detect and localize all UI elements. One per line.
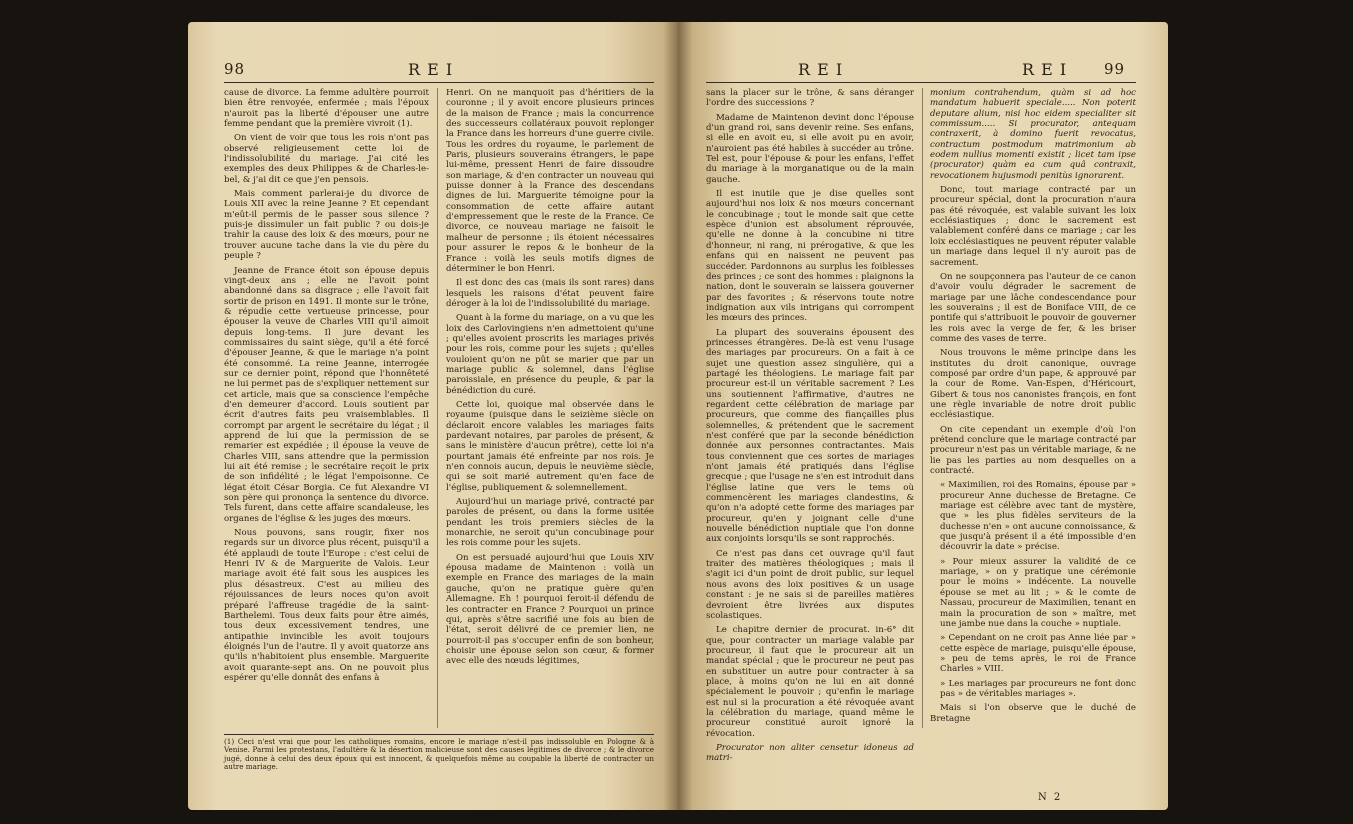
paragraph: La plupart des souverains épousent des princesses étrangères. De-là est venu l'usage des mariages par procureurs. On a fait à ce sujet une question assez singulière, qui a partagé les théologiens. Le mariage fait par procureur est-il un véritable sacrement ? Les uns soutiennent l'affirmative, d'autres ne regardent cette célébration de mariage par procureurs, que comme des fiançailles plus solemnelles, & prétendent que le sacrement n'est conféré que par la seconde bénédiction donnée aux personnes contractantes. Mais tous conviennent que ces sortes de mariages n'ont jamais été pratiqués dans l'église grecque ; que l'usage ne s'en est introduit dans l'église latine que vers le tems où commencèrent les mariages clandestins, & qu'on n'a adopté cette forme des mariages par procureur, qu'en y joignant celle d'une nouvelle bénédiction nuptiale que l'on donne aux conjoints lorsqu'ils se sont rapprochés. xyxy=(706,327,914,545)
header-rule-left xyxy=(224,82,654,83)
paragraph: On vient de voir que tous les rois n'ont pas observé religieusement cette loi de l'indissolubilité du mariage. J'ai cité les exemples des deux Philippes & de Charles-le-bel, & j'ai dit ce que j'en pensois. xyxy=(224,133,429,185)
paragraph: Nous pouvons, sans rougir, fixer nos regards sur un divorce plus récent, puisqu'il a été applaudi de toute l'Europe : c'est celui de Henri IV & de Marguerite de Valois. Leur mariage avoit été fait sous les auspices les plus désastreux. C'est au milieu des réjouissances de leurs noces qu'on avoit préparé l'affreuse tragédie de la saint-Barthelemi. Tous deux faits pour être aimés, tous deux excessivement tendres, une antipathie invincible les avoit toujours éloignés l'un de l'autre. Il y avoit quatorze ans qu'ils n'habitoient plus ensemble. Marguerite avoit quarante-sept ans. On ne pouvoit plus espérer qu'elle donnât des enfans à xyxy=(224,528,429,683)
paragraph: Il est donc des cas (mais ils sont rares) dans lesquels les raisons d'état peuvent faire déroger à la loi de l'indissolubilité du mariage. xyxy=(446,278,654,309)
paragraph: Mais comment parlerai-je du divorce de Louis XII avec la reine Jeanne ? Et cependant m'eût-il permis de le passer sous silence ? puis-je dissimuler un fait public ? ou dois-je trahir la cause des loix & des mœurs, pour ne trouver aucune tache dans la vie du père du peuple ? xyxy=(224,189,429,262)
paragraph: Aujourd'hui un mariage privé, contracté par paroles de présent, ou dans la forme usitée pendant les trois premiers siècles de la monarchie, ne seroit qu'un concubinage pour les rois comme pour les sujets. xyxy=(446,497,654,549)
paragraph: Le chapitre dernier de procurat. in-6° dit que, pour contracter un mariage valable par procureur, il faut que le procureur ait un mandat spécial ; que le procureur ne peut pas en substituer un autre pour contracter à sa place, à moins qu'on ne lui en ait donné spécialement le pouvoir ; qu'enfin le mariage est nul si la procuration a été révoquée avant la célébration du mariage, quand même le procureur constitué auroit ignoré la révocation. xyxy=(706,625,914,739)
running-head-right: R E I xyxy=(798,60,844,79)
paragraph: cause de divorce. La femme adultère pourroit bien être renvoyée, enfermée ; mais l'époux n'auroit pas la liberté d'épouser une autre femme pendant que la première vivroit (1). xyxy=(224,88,429,130)
quotation: « Maximilien, roi des Romains, épouse par » procureur Anne duchesse de Bretagne. Ce mariage est célèbre avec tant de mystère, que » les plus fidèles serviteurs de la duchesse n'en » ont aucune connoissance, & que jusqu'à présent il a été impossible d'en découvrir la date » précise. xyxy=(940,480,1136,553)
paragraph: Mais si l'on observe que le duché de Bretagne xyxy=(930,703,1136,724)
left-page-column-2 xyxy=(446,88,654,671)
right-page-column-2 xyxy=(930,88,1136,728)
paragraph: Jeanne de France étoit son épouse depuis vingt-deux ans ; elle ne l'avoit point abandonné dans sa disgrace ; elle l'avoit fait sortir de prison en 1491. Il monte sur le trône, & répudie cette vertueuse princesse, pour épouser la veuve de Charles VIII qu'il aimoit depuis long-tems. Il jure devant les commissaires du saint siège, qu'il a été forcé d'épouser Jeanne, & que le mariage n'a point été consommé. La reine Jeanne, interrogée sur ce dernier point, répond que l'honnêteté ne lui permet pas de s'expliquer nettement sur cet article, mais que sa conscience l'empêche d'en demeurer d'accord. Louis soutient par écrit d'autres faits peu vraisemblables. Il corrompt par argent le secrétaire du légat ; il apprend de lui que la permission de se remarier est expédiée ; il épouse la veuve de Charles VIII, sans attendre que la permission lui ait été remise ; le secrétaire reçoit le prix de son infidélité ; le légat l'empoisonne. Ce légat étoit César Borgia. Ce fut Alexandre VI son père qui prononça la sentence du divorce. Tels furent, dans cette affaire scandaleuse, les organes de l'église & les juges des mœurs. xyxy=(224,265,429,524)
signature-mark: N 2 xyxy=(1038,792,1063,803)
paragraph: On est persuadé aujourd'hui que Louis XIV épousa madame de Maintenon : voilà un exemple en France des mariages de la main gauche, qu'on ne pratique guère qu'en Allemagne. Eh ! pourquoi feroit-il défendu de les contracter en France ? Pourquoi un prince qui, après s'être sacrifié une fois au bien de l'état, seroit délivré de ce premier lien, ne pourroit-il pas s'occuper enfin de son bonheur, choisir une épouse selon son cœur, & former avec elle des nœuds légitimes, xyxy=(446,552,654,667)
quotation: » Cependant on ne croit pas Anne liée par » cette espèce de mariage, puisqu'elle épouse, » peu de tems après, le roi de France Charles » VIII. xyxy=(940,633,1136,675)
column-divider-right xyxy=(922,88,923,728)
running-head-left: R E I xyxy=(408,60,454,79)
left-page-column-1 xyxy=(224,88,429,687)
column-divider-left xyxy=(437,88,438,728)
footnote-rule xyxy=(224,734,654,735)
footnote: (1) Ceci n'est vrai que pour les catholiques romains, encore le mariage n'est-il pas indissoluble en Pologne & à Venise. Parmi les protestans, l'adultère & la désertion malicieuse sont des causes légitimes de divorce ; & le divorce jugé, donne à celui des deux époux qui est innocent, & quelquefois même au coupable la liberté de contracter un autre mariage. xyxy=(224,737,654,771)
page-number-left: 98 xyxy=(224,60,246,78)
page-number-right: 99 xyxy=(1104,60,1126,78)
paragraph: On cite cependant un exemple d'où l'on prétend conclure que le mariage contracté par procureur n'est pas un véritable mariage, & ne lie pas les parties au nom desquelles on a contracté. xyxy=(930,424,1136,477)
paragraph: sans la placer sur le trône, & sans déranger l'ordre des successions ? xyxy=(706,88,914,109)
paragraph: Ce n'est pas dans cet ouvrage qu'il faut traiter des matières théologiques ; mais il s'agit ici d'un point de droit public, sur lequel nous avons des loix positives & un usage constant : je ne sais si de pareilles matières devroient être livrées aux disputes scolastiques. xyxy=(706,548,914,621)
left-page xyxy=(188,22,678,810)
paragraph: Madame de Maintenon devint donc l'épouse d'un grand roi, sans devenir reine. Ses enfans, si elle en avoit eu, si elle avoit pu en avoir, n'auroient pas été habiles à succéder au trône. Tel est, pour l'épouse & pour les enfans, l'effet du mariage à la morganatique ou de la main gauche. xyxy=(706,112,914,185)
paragraph: monium contrahendum, quàm si ad hoc mandatum habuerit speciale..... Non poterit deputare alium, nisi hoc eidem specialiter sit commissum..... Si procurator, antequam contraxerit, à domino fuerit revocatus, contractum postmodum matrimonium ab eodem nullius momenti existit ; licet tam ipse (procurator) quàm ea cum quâ contraxit, revocationem hujusmodi penitùs ignorarent. xyxy=(930,88,1136,181)
paragraph: Henri. On ne manquoit pas d'héritiers de la couronne ; il y avoit encore plusieurs princes de la maison de France ; mais la concurrence des successeurs collatéraux pouvoit replonger la France dans les horreurs d'une guerre civile. Tous les ordres du royaume, le parlement de Paris, plusieurs souverains étrangers, le pape lui-même, pressent Henri de faire dissoudre son mariage, & d'en contracter un nouveau qui puisse donner à la France des descendans dignes de lui. Marguerite témoigne pour la consommation de cette affaire autant d'empressement que le reste de la France. Ce divorce, ce nouveau mariage ne faisoit le malheur de personne ; ils étoient nécessaires pour assurer le repos & le bonheur de la France : voilà les seuls motifs dignes de déterminer le bon Henri. xyxy=(446,88,654,274)
right-page xyxy=(678,22,1168,810)
running-head-right-2: R E I xyxy=(1022,60,1068,79)
paragraph: Procurator non aliter censetur idoneus ad matri- xyxy=(706,742,914,764)
paragraph: Il est inutile que je dise quelles sont aujourd'hui nos loix & nos mœurs concernant le concubinage ; tout le monde sait que cette espèce d'union est absolument réprouvée, qu'elle ne donne à la concubine ni titre d'honneur, ni rang, ni prérogative, & que les enfans qui en naissent ne peuvent pas succéder. Pardonnons au surplus les foiblesses des princes ; ce sont des hommes : plaignons la nation, dont le souverain se laissera gouverner par des favorites ; & réservons toute notre indignation aux vils intrigans qui corrompent les mœurs des princes. xyxy=(706,189,914,324)
paragraph: Cette loi, quoique mal observée dans le royaume (puisque dans le seizième siècle on déclaroit encore valables les mariages faits pardevant notaires, par paroles de présent, & sans le ministère d'aucun prêtre), cette loi n'a pourtant jamais été enfreinte par nos rois. Je n'en connois aucun, depuis le neuvième siècle, qui se soit marié autrement qu'en face de l'église, publiquement & solemnellement. xyxy=(446,399,654,493)
paragraph: Quant à la forme du mariage, on a vu que les loix des Carlovingiens n'en admettoient qu'une ; qu'elles avoient proscrits les mariages privés pour les rois, comme pour les sujets ; qu'elles vouloient qu'on ne pût se marier que par un mariage public & solemnel, dans l'église paroissiale, en présence du peuple, & par la bénédiction du curé. xyxy=(446,313,654,396)
quotation: » Les mariages par procureurs ne font donc pas » de véritables mariages ». xyxy=(940,678,1136,699)
quotation: » Pour mieux assurer la validité de ce mariage, » on y pratique une cérémonie pour le moins » indécente. La nouvelle épouse se met au lit ; » & le comte de Nassau, procureur de Maximilien, tenant en main la procuration de son » maître, met une jambe nue dans la couche » nuptiale. xyxy=(940,556,1136,629)
right-page-column-1 xyxy=(706,88,914,768)
paragraph: Donc, tout mariage contracté par un procureur spécial, dont la procuration n'aura pas été révoquée, est valable suivant les loix ecclésiastiques ; donc le sacrement est valablement conféré dans ce mariage ; car les loix ecclésiastiques ne peuvent réputer valable un mariage dans lequel il n'y auroit pas de sacrement. xyxy=(930,185,1136,268)
header-rule-right xyxy=(706,82,1136,83)
paragraph: On ne soupçonnera pas l'auteur de ce canon d'avoir voulu dégrader le sacrement de mariage par une lâche condescendance pour les souverains ; il est de Boniface VIII, de ce pontife qui s'attribuoit le pouvoir de gouverner les rois avec la verge de fer, & les briser comme des vases de terre. xyxy=(930,271,1136,344)
paragraph: Nous trouvons le même principe dans les institutes du droit canonique, ouvrage composé par ordre d'un pape, & approuvé par la cour de Rome. Van-Espen, d'Héricourt, Gibert & tous nos canonistes françois, en font une règle invariable de notre droit public ecclésiastique. xyxy=(930,348,1136,421)
